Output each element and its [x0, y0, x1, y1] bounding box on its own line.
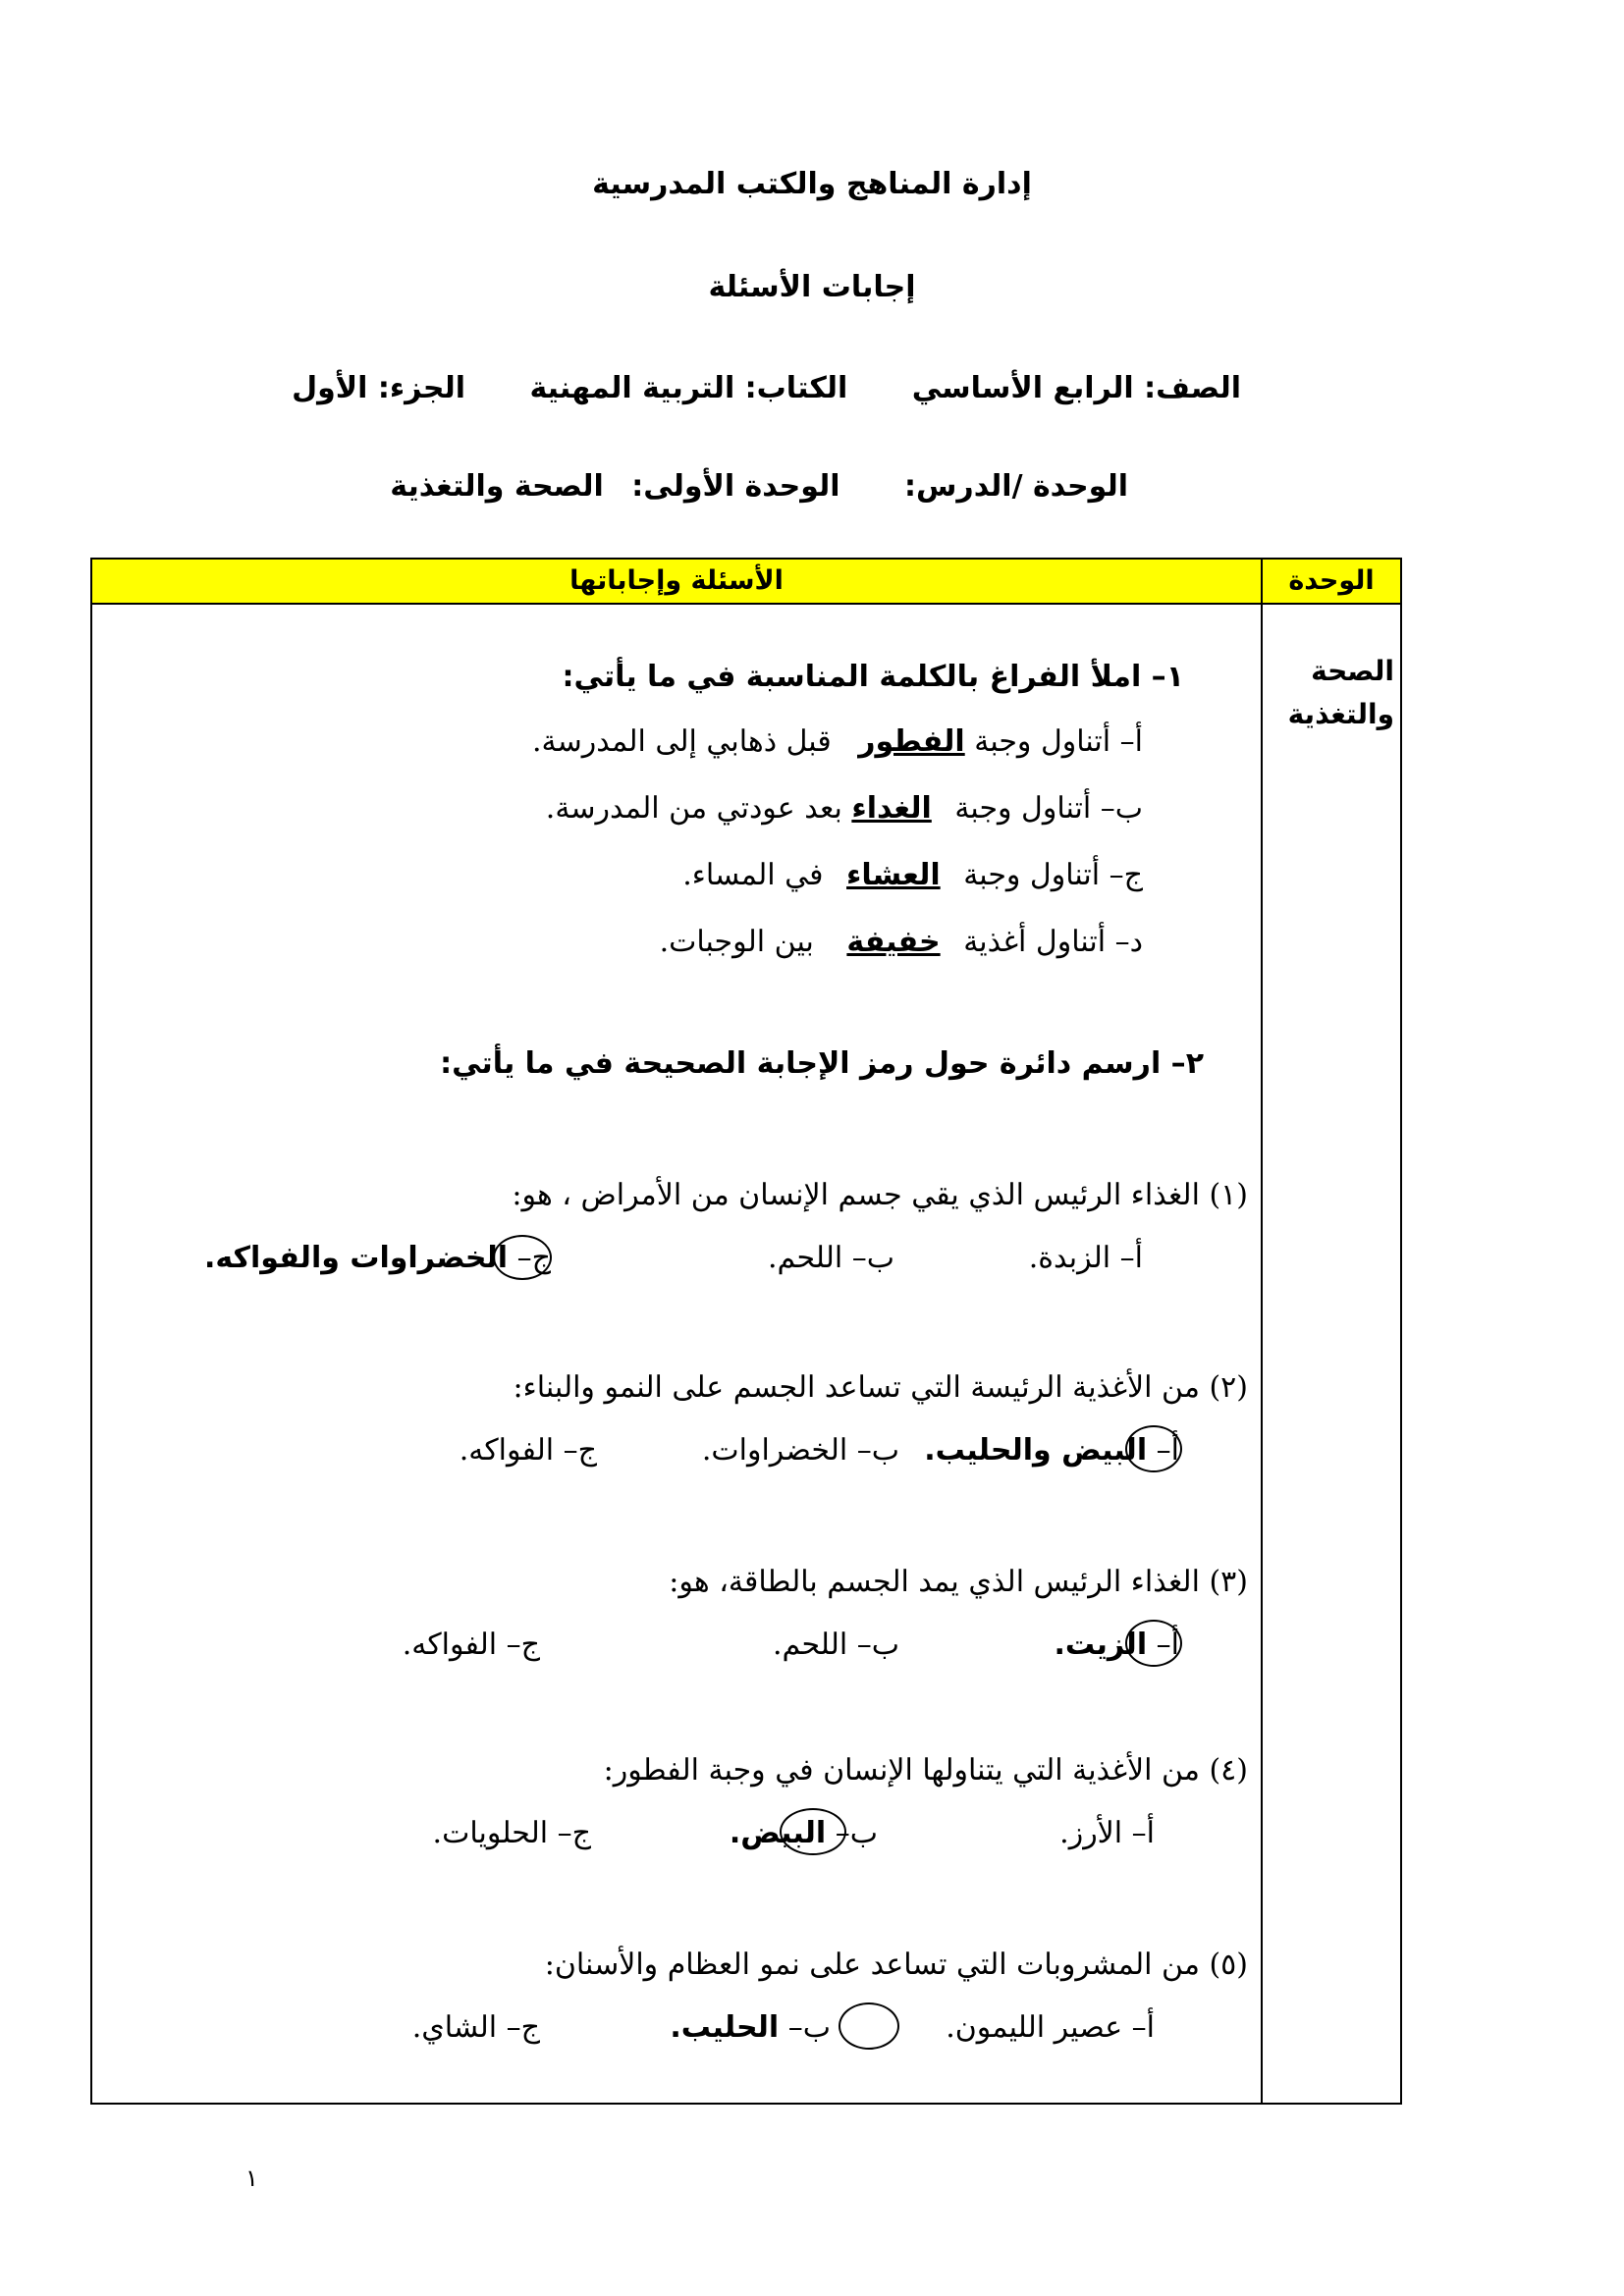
q1-item-d-post: بين الوجبات.: [659, 925, 814, 959]
q1-heading: ١– املأ الفراغ بالكلمة المناسبة في ما يأتي:: [562, 660, 1184, 694]
q2-item-1-opt-c-text: الخضراوات والفواكه.: [203, 1241, 509, 1275]
meta-grade: الصف: الرابع الأساسي: [911, 371, 1241, 405]
answer-circle-3: [1125, 1620, 1182, 1667]
answers-table: [90, 558, 1402, 2105]
q1-item-c: [682, 858, 1143, 892]
meta-book: الكتاب: التربية المهنية: [529, 371, 848, 405]
answer-circle-1: [493, 1235, 552, 1280]
q2-item-3-stem: (٣) الغذاء الرئيس الذي يمد الجسم بالطاقة، هو:: [669, 1565, 1248, 1599]
q1-item-a-pre: أ– أتناول وجبة: [974, 724, 1143, 759]
q2-item-5-opt-b-symbol: ب–: [787, 2010, 831, 2045]
q1-item-d-answer: خفيفة: [846, 925, 941, 959]
q2-item-4-opt-c: ج– الحلويات.: [432, 1816, 591, 1850]
answer-circle-4: [780, 1808, 846, 1855]
meta-row-course: [292, 371, 1241, 405]
table-header-unit: الوحدة: [1288, 565, 1375, 596]
q2-item-5-opt-a: أ– عصير الليمون.: [946, 2010, 1155, 2045]
q2-item-4-opt-b-symbol: ب–: [835, 1816, 878, 1850]
q2-item-3-opt-a-text: الزيت.: [1054, 1628, 1148, 1662]
q2-item-2-stem: (٢) من الأغذية الرئيسة التي تساعد الجسم على النمو والبناء:: [513, 1370, 1248, 1405]
q1-item-c-post: في المساء.: [682, 858, 824, 892]
q1-item-b: [546, 791, 1143, 826]
q2-item-3-opt-c: ج– الفواكه.: [402, 1628, 540, 1662]
q2-heading: ٢– ارسم دائرة حول رمز الإجابة الصحيحة في ما يأتي:: [440, 1046, 1204, 1081]
meta-unit-title: الصحة والتغذية: [390, 469, 604, 504]
q2-item-2-opt-a-symbol: أ–: [1156, 1433, 1179, 1468]
q1-item-b-answer: الغداء: [851, 791, 932, 826]
q1-item-a-answer: الفطور: [858, 724, 965, 759]
meta-row-unit: [390, 469, 1128, 504]
page-title: إدارة المناهج والكتب المدرسية: [592, 167, 1032, 201]
q2-item-2-opt-c: ج– الفواكه.: [459, 1433, 597, 1468]
table-header-row: [92, 560, 1400, 605]
page-subtitle: إجابات الأسئلة: [708, 270, 916, 304]
q2-item-5-opt-c: ج– الشاي.: [411, 2010, 540, 2045]
q1-item-c-answer: العشاء: [846, 858, 941, 892]
q2-item-5-opt-b: [670, 2010, 831, 2045]
unit-cell: [1263, 650, 1400, 736]
q2-item-2-opt-a-text: البيض والحليب.: [924, 1433, 1148, 1468]
table-column-divider: [1261, 560, 1263, 2103]
q2-item-5-opt-b-text: الحليب.: [670, 2010, 780, 2045]
q2-item-1-stem: (١) الغذاء الرئيس الذي يقي جسم الإنسان من الأمراض ، هو:: [512, 1178, 1248, 1212]
q1-item-d-pre: د– أتناول أغذية: [963, 925, 1143, 959]
q2-item-1-opt-b: ب– اللحم.: [767, 1241, 894, 1275]
q1-item-c-pre: ج– أتناول وجبة: [963, 858, 1143, 892]
page-number: ١: [245, 2164, 258, 2192]
q2-item-3-opt-a-symbol: أ–: [1156, 1628, 1179, 1662]
q1-item-b-pre: ب– أتناول وجبة: [954, 791, 1143, 826]
q2-item-5-stem: (٥) من المشروبات التي تساعد على نمو العظام والأسنان:: [544, 1948, 1248, 1982]
table-header-questions: الأسئلة وإجاباتها: [569, 565, 784, 596]
q2-item-3-opt-b: ب– اللحم.: [772, 1628, 899, 1662]
q2-item-4-opt-b-text: البيض.: [729, 1816, 827, 1850]
unit-cell-line-2: والتغذية: [1287, 698, 1394, 730]
q1-item-a: [532, 724, 1143, 759]
meta-unit-label: الوحدة /الدرس:: [904, 469, 1128, 504]
answer-circle-2: [1125, 1425, 1182, 1472]
q2-item-1-opt-c-symbol: ج–: [516, 1241, 551, 1275]
unit-cell-line-1: الصحة: [1311, 655, 1394, 687]
q1-item-d: [660, 925, 1143, 959]
q1-item-b-post: بعد عودتي من المدرسة.: [545, 791, 842, 826]
q2-item-2-opt-b: ب– الخضراوات.: [701, 1433, 899, 1468]
q2-item-1-opt-a: أ– الزبدة.: [1028, 1241, 1143, 1275]
meta-part: الجزء: الأول: [292, 371, 466, 405]
q1-item-a-post: قبل ذهابي إلى المدرسة.: [532, 724, 832, 759]
meta-unit-value: الوحدة الأولى:: [631, 469, 840, 504]
answer-circle-5: [839, 2002, 899, 2050]
q2-item-4-opt-a: أ– الأرز.: [1059, 1816, 1155, 1850]
q2-item-4-stem: (٤) من الأغذية التي يتناولها الإنسان في وجبة الفطور:: [603, 1753, 1248, 1788]
